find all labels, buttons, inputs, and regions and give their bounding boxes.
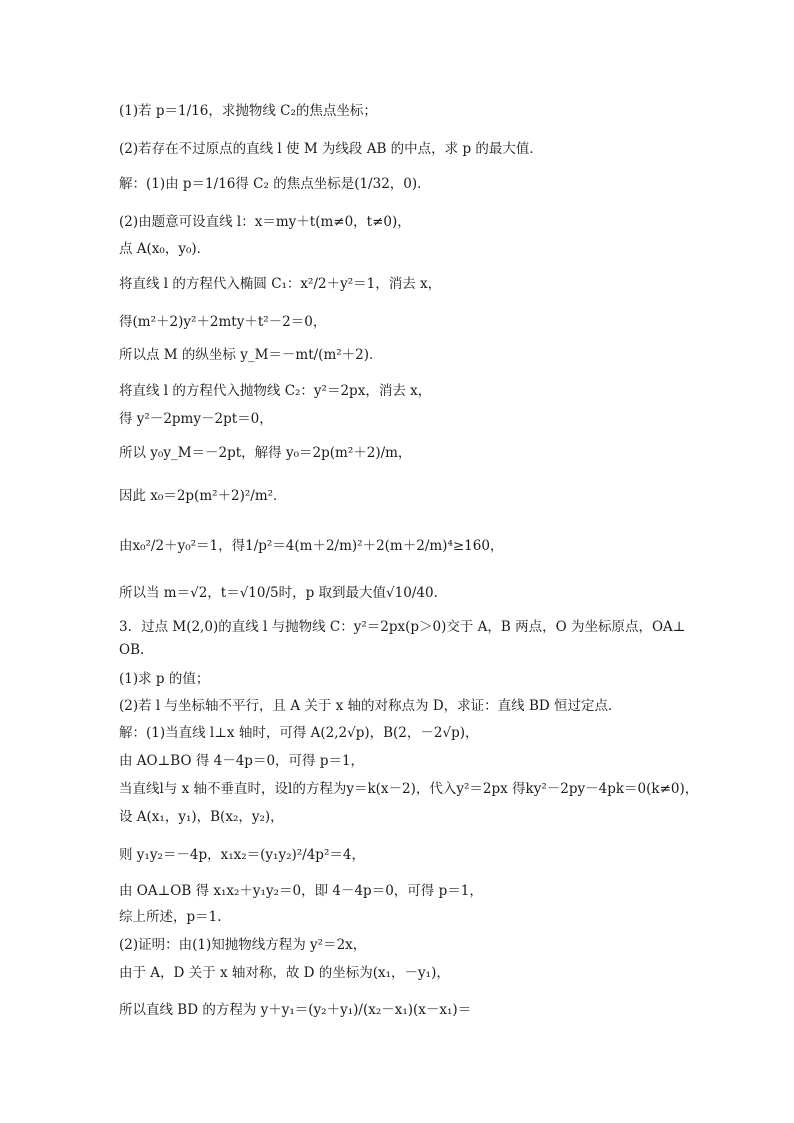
text-line: 得(m²＋2)y²＋2mty＋t²－2＝0， — [119, 314, 327, 330]
text-line: 所以直线 BD 的方程为 y＋y₁＝(y₂＋y₁)/(x₂－x₁)(x－x₁)＝ — [119, 1002, 472, 1018]
text-line: OB. — [119, 642, 145, 658]
text-line: 解：(1)由 p＝1/16得 C₂ 的焦点坐标是(1/32，0)． — [119, 176, 431, 192]
text-line: 所以点 M 的纵坐标 y_M＝－mt/(m²＋2)． — [119, 347, 383, 363]
text-line: (1)若 p＝1/16，求抛物线 C₂的焦点坐标； — [119, 103, 377, 119]
text-line: (2)证明：由(1)知抛物线方程为 y²＝2x， — [119, 937, 367, 953]
text-line: 将直线 l 的方程代入抛物线 C₂：y²＝2px，消去 x， — [119, 383, 432, 399]
text-line: 设 A(x₁，y₁)，B(x₂，y₂)， — [119, 809, 284, 825]
text-line: 由x₀²/2＋y₀²＝1，得1/p²＝4(m＋2/m)²＋2(m＋2/m)⁴≥160， — [119, 538, 504, 554]
text-line: (2)若 l 与坐标轴不平行，且 A 关于 x 轴的对称点为 D，求证：直线 BD 恒过定点． — [119, 698, 622, 714]
text-line: 由 AO⊥BO 得 4－4p＝0，可得 p＝1， — [119, 753, 365, 769]
text-line: 将直线 l 的方程代入椭圆 C₁：x²/2＋y²＝1，消去 x， — [119, 276, 442, 292]
text-line: 由于 A，D 关于 x 轴对称，故 D 的坐标为(x₁，－y₁)， — [119, 965, 450, 981]
text-line: 解：(1)当直线 l⊥x 轴时，可得 A(2,2√p)，B(2，－2√p)， — [119, 725, 479, 741]
text-line: 当直线l与 x 轴不垂直时，设l的方程为y＝k(x－2)，代入y²＝2px 得ky²－2py－4pk＝0(k≠0)， — [119, 781, 699, 797]
text-line: 点 A(x₀，y₀)． — [119, 241, 211, 257]
text-line: 所以 y₀y_M＝－2pt，解得 y₀＝2p(m²＋2)/m， — [119, 445, 412, 461]
text-line: 综上所述，p＝1. — [119, 909, 222, 925]
text-line: 3．过点 M(2,0)的直线 l 与抛物线 C：y²＝2px(p＞0)交于 A，B 两点，O 为坐标原点，OA⊥ — [119, 619, 686, 635]
text-line: (1)求 p 的值； — [119, 671, 210, 687]
text-line: 所以当 m＝√2，t＝√10/5时，p 取到最大值√10/40． — [119, 585, 448, 601]
text-line: (2)由题意可设直线 l：x＝my＋t(m≠0，t≠0)， — [119, 214, 411, 230]
text-line: 由 OA⊥OB 得 x₁x₂＋y₁y₂＝0，即 4－4p＝0，可得 p＝1， — [119, 883, 483, 899]
text-line: 得 y²－2pmy－2pt＝0， — [119, 411, 273, 427]
text-line: 则 y₁y₂＝－4p，x₁x₂＝(y₁y₂)²/4p²＝4， — [119, 847, 365, 863]
text-line: 因此 x₀＝2p(m²＋2)²/m²． — [119, 488, 287, 504]
text-line: (2)若存在不过原点的直线 l 使 M 为线段 AB 的中点，求 p 的最大值． — [119, 141, 543, 157]
